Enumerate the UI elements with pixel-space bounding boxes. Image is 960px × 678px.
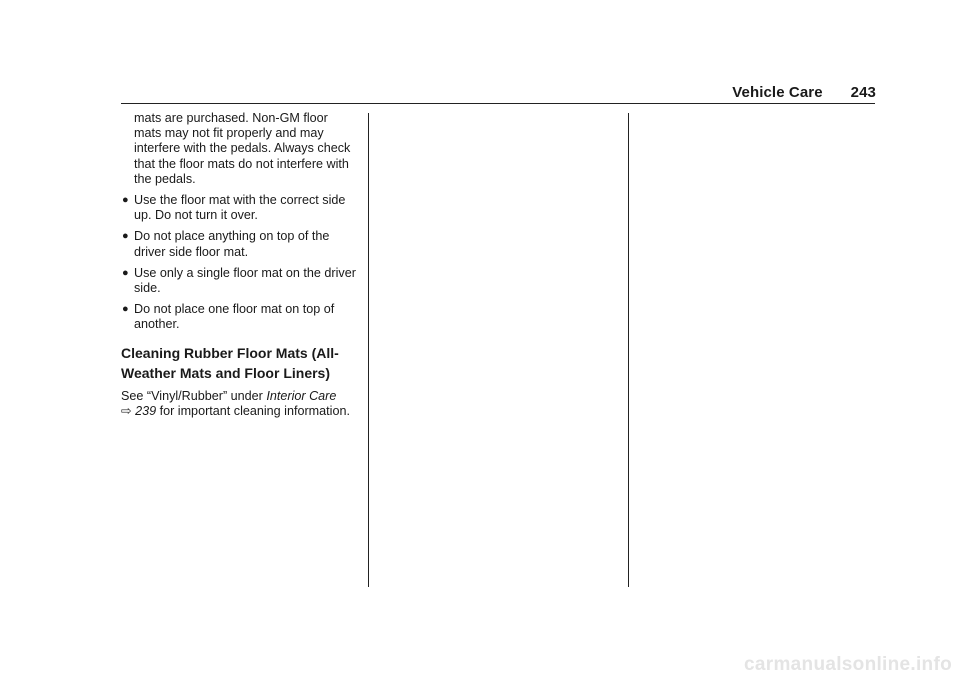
bullet-item <box>121 302 357 332</box>
page-ref-link[interactable]: 239 <box>135 403 157 418</box>
watermark-bar <box>0 651 960 678</box>
column-divider-2 <box>628 113 629 587</box>
continued-paragraph: mats are purchased. Non-GM floor mats may not fit properly and may interfere with the pedals. Always check that the floor mats do not interfere with the pedals. <box>134 111 351 186</box>
bullet-icon: ● <box>122 194 129 207</box>
bullet-icon: ● <box>122 266 129 279</box>
cleaning-paragraph: See “Vinyl/Rubber” under Interior Care ⇨ 239 for important cleaning information. <box>121 388 350 418</box>
bullet-list <box>121 193 357 333</box>
bullet-icon: ● <box>122 230 129 243</box>
bullet-text: Do not place one floor mat on top of another. <box>134 302 335 332</box>
section-heading: Cleaning Rubber Floor Mats (All-Weather Mats and Floor Liners) <box>121 344 339 381</box>
column-divider-1 <box>368 113 369 587</box>
bullet-text: Do not place anything on top of the driver side floor mat. <box>134 229 330 259</box>
text-column-1 <box>121 111 357 419</box>
header-rule <box>121 103 875 104</box>
bullet-item <box>121 193 357 223</box>
watermark-text: carmanualsonline.info <box>744 653 952 675</box>
interior-care-link[interactable]: Interior Care <box>266 388 337 403</box>
section-title: Vehicle Care <box>732 84 823 101</box>
bullet-text: Use only a single floor mat on the driver side. <box>134 265 356 296</box>
page-ref-arrow-icon: ⇨ <box>121 403 132 418</box>
bullet-icon: ● <box>122 303 129 316</box>
bullet-text: Use the floor mat with the correct side up. Do not turn it over. <box>134 193 346 223</box>
bullet-item <box>121 229 357 259</box>
page-number: 243 <box>850 84 876 101</box>
bullet-item <box>121 266 357 296</box>
page-header <box>0 84 876 101</box>
